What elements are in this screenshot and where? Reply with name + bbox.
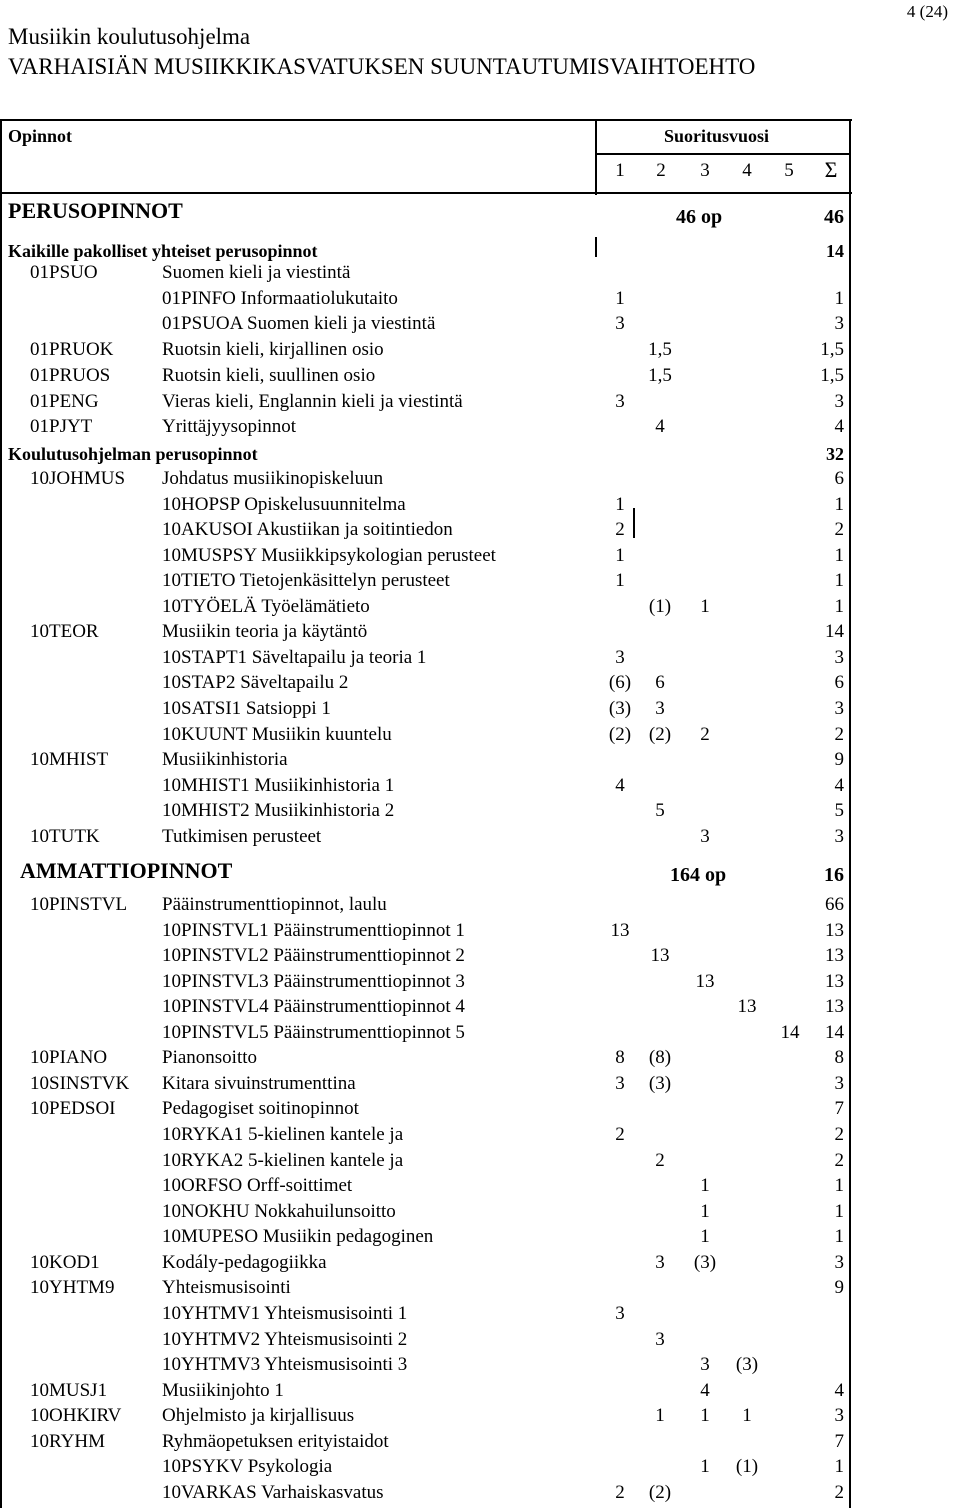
total-credits: 5 — [834, 800, 844, 822]
total-credits: 2 — [834, 1481, 844, 1503]
sub-course-name: 10TYÖELÄ Työelämätieto — [162, 595, 370, 617]
table-row — [0, 414, 960, 439]
total-credits: 7 — [834, 1430, 844, 1452]
course-name: Suomen kieli ja viestintä — [162, 262, 351, 283]
table-row — [0, 1199, 960, 1224]
sub-course-name: 10SATSI1 Satsioppi 1 — [162, 697, 331, 719]
perusopinnot-op: 46 op — [676, 206, 723, 228]
sub-course-name: 10KUUNT Musiikin kuuntelu — [162, 723, 392, 745]
sub-course-name: 01PSUOA Suomen kieli ja viestintä — [162, 313, 436, 335]
table-row — [0, 1020, 960, 1045]
course-name: Pääinstrumenttiopinnot, laulu — [162, 894, 387, 915]
year-3-header: 3 — [700, 160, 710, 181]
course-code: 10KOD1 — [30, 1251, 100, 1273]
year-1-credits: (2) — [608, 723, 632, 745]
sub-course-name: 10PINSTVL3 Pääinstrumenttiopinnot 3 — [162, 970, 465, 992]
course-code: 10YHTM9 — [30, 1277, 115, 1299]
total-credits: 1,5 — [820, 364, 844, 386]
table-row — [0, 773, 960, 798]
year-3-credits: 1 — [700, 1175, 710, 1197]
year-2-credits: 6 — [655, 672, 665, 694]
sub-course-name: 10MUSPSY Musiikkipsykologian perusteet — [162, 544, 496, 566]
year-2-credits: 1,5 — [648, 364, 672, 386]
sub-course-name: 10PINSTVL5 Pääinstrumenttiopinnot 5 — [162, 1021, 465, 1043]
total-credits: 66 — [825, 894, 844, 915]
table-row — [0, 1352, 960, 1377]
table-row — [0, 1122, 960, 1147]
table-row — [0, 696, 960, 721]
perusopinnot-heading: PERUSOPINNOT — [8, 198, 183, 223]
total-credits: 4 — [834, 774, 844, 796]
year-2-header: 2 — [656, 160, 666, 181]
total-credits: 1 — [834, 1226, 844, 1248]
year-2-credits: 3 — [655, 1251, 665, 1273]
table-row — [0, 466, 960, 491]
table-row — [0, 1429, 960, 1454]
course-code: 10TEOR — [30, 621, 99, 643]
year-1-credits: 4 — [615, 774, 625, 796]
course-code: 10RYHM — [30, 1430, 105, 1452]
document-subtitle: VARHAISIÄN MUSIIKKIKASVATUKSEN SUUNTAUTUMISVAIHTOEHTO — [8, 54, 756, 79]
total-credits: 3 — [834, 646, 844, 668]
table-top-border — [0, 119, 852, 121]
year-3-credits: 1 — [700, 595, 710, 617]
year-5-credits: 14 — [780, 1021, 800, 1043]
page-number: 4 (24) — [906, 2, 948, 21]
course-code: 10MUSJ1 — [30, 1379, 108, 1401]
table-row — [0, 1301, 960, 1326]
table-row — [0, 1148, 960, 1173]
year-3-credits: (3) — [693, 1251, 717, 1273]
total-credits: 9 — [834, 1277, 844, 1299]
year-1-credits: 3 — [615, 1072, 625, 1094]
ammattiopinnot-heading: AMMATTIOPINNOT — [20, 858, 233, 883]
course-name: Ruotsin kieli, suullinen osio — [162, 364, 376, 386]
year-3-credits: 2 — [700, 723, 710, 745]
total-credits: 14 — [825, 1021, 844, 1043]
sub-course-name: 10TIETO Tietojenkäsittelyn perusteet — [162, 570, 450, 592]
year-1-credits: 3 — [615, 646, 625, 668]
year-2-credits: 13 — [650, 945, 670, 967]
total-credits: 13 — [825, 996, 844, 1018]
table-row — [0, 543, 960, 568]
total-credits: 1 — [834, 1175, 844, 1197]
year-3-credits: 3 — [700, 825, 710, 847]
table-row — [0, 1378, 960, 1403]
sub-course-name: 10PINSTVL1 Pääinstrumenttiopinnot 1 — [162, 919, 465, 941]
year-2-credits: 2 — [655, 1149, 665, 1171]
year-3-credits: 3 — [700, 1354, 710, 1376]
sub-course-name: 10PINSTVL2 Pääinstrumenttiopinnot 2 — [162, 945, 465, 967]
year-1-credits: 1 — [615, 287, 625, 309]
table-row — [0, 517, 960, 542]
course-code: 01PRUOS — [30, 364, 111, 386]
sub-course-name: 10MHIST1 Musiikinhistoria 1 — [162, 774, 395, 796]
document-title: Musiikin koulutusohjelma — [8, 24, 251, 49]
table-row — [0, 1224, 960, 1249]
course-name: Vieras kieli, Englannin kieli ja viestintä — [162, 390, 463, 412]
sum-header: Σ — [824, 157, 838, 182]
sub-course-name: 10AKUSOI Akustiikan ja soitintiedon — [162, 519, 453, 541]
sub-course-name: 10PINSTVL4 Pääinstrumenttiopinnot 4 — [162, 996, 465, 1018]
table-row — [0, 594, 960, 619]
total-credits: 1 — [834, 595, 844, 617]
course-name: Tutkimisen perusteet — [162, 825, 322, 847]
total-credits: 13 — [825, 919, 844, 941]
year-3-credits: 1 — [700, 1200, 710, 1222]
ammattiopinnot-op: 164 op — [670, 864, 727, 886]
year-1-credits: 8 — [615, 1047, 625, 1069]
course-name: Musiikin teoria ja käytäntö — [162, 621, 368, 643]
total-credits: 1 — [834, 544, 844, 566]
total-credits: 1 — [834, 493, 844, 515]
total-credits: 2 — [834, 1149, 844, 1171]
sub-course-name: 01PINFO Informaatiolukutaito — [162, 287, 398, 309]
year-2-credits: 5 — [655, 800, 665, 822]
year-1-credits: 1 — [615, 493, 625, 515]
year-4-credits: (3) — [735, 1354, 759, 1376]
year-1-credits: 1 — [615, 570, 625, 592]
year-1-credits: 3 — [615, 1302, 625, 1324]
year-1-credits: 3 — [615, 390, 625, 412]
year-1-credits: (3) — [608, 697, 632, 719]
year-3-credits: 1 — [700, 1456, 710, 1478]
sub-course-name: 10STAPT1 Säveltapailu ja teoria 1 — [162, 646, 427, 668]
year-1-header: 1 — [615, 160, 625, 181]
total-credits: 1,5 — [820, 339, 844, 361]
koulutusohjelman-heading: Koulutusohjelman perusopinnot — [8, 444, 258, 464]
year-1-credits: 13 — [610, 919, 630, 941]
total-credits: 1 — [834, 570, 844, 592]
table-row — [0, 286, 960, 311]
total-credits: 3 — [834, 390, 844, 412]
total-credits: 6 — [834, 468, 844, 489]
course-name: Musiikinjohto 1 — [162, 1379, 284, 1401]
table-row — [0, 1173, 960, 1198]
table-row — [0, 824, 960, 849]
course-code: 10PIANO — [30, 1047, 108, 1069]
year-3-credits: 1 — [700, 1405, 710, 1427]
grid-line — [595, 237, 597, 257]
course-name: Pedagogiset soitinopinnot — [162, 1098, 359, 1120]
table-row — [0, 568, 960, 593]
total-credits: 7 — [834, 1098, 844, 1120]
header-bottom-rule — [0, 192, 852, 194]
perusopinnot-total: 46 — [824, 206, 844, 228]
course-code: 10PEDSOI — [30, 1098, 116, 1120]
table-row — [0, 918, 960, 943]
year-1-credits: 2 — [615, 519, 625, 541]
year-4-credits: (1) — [735, 1456, 759, 1478]
sub-course-name: 10NOKHU Nokkahuilunsoitto — [162, 1200, 396, 1222]
sub-course-name: 10MUPESO Musiikin pedagoginen — [162, 1226, 434, 1248]
course-code: 10OHKIRV — [30, 1405, 122, 1427]
table-row — [0, 722, 960, 747]
year-1-credits: (6) — [608, 672, 632, 694]
course-name: Yhteismusisointi — [162, 1277, 291, 1299]
year-2-credits: 1,5 — [648, 339, 672, 361]
year-2-credits: 3 — [655, 1328, 665, 1350]
table-row — [0, 798, 960, 823]
suoritusvuosi-header: Suoritusvuosi — [664, 126, 770, 146]
total-credits: 2 — [834, 1124, 844, 1146]
year-1-credits: 2 — [615, 1124, 625, 1146]
course-name: Johdatus musiikinopiskeluun — [162, 468, 384, 489]
sub-course-name: 10HOPSP Opiskelusuunnitelma — [162, 493, 406, 515]
ammattiopinnot-total: 16 — [824, 864, 844, 886]
sub-course-name: 10MHIST2 Musiikinhistoria 2 — [162, 800, 395, 822]
table-row — [0, 1275, 960, 1300]
table-row — [0, 260, 960, 285]
year-2-credits: (8) — [648, 1047, 672, 1069]
sub-course-name: 10VARKAS Varhaiskasvatus — [162, 1481, 384, 1503]
table-row — [0, 1096, 960, 1121]
year-2-credits: 3 — [655, 697, 665, 719]
course-code: 01PSUO — [30, 262, 98, 283]
table-row — [0, 619, 960, 644]
year-2-credits: 4 — [655, 416, 665, 438]
table-row — [0, 337, 960, 362]
year-header-divider — [595, 153, 851, 155]
course-code: 01PENG — [30, 390, 99, 412]
sub-course-name: 10RYKA1 5-kielinen kantele ja — [162, 1124, 404, 1146]
koulutusohjelman-total: 32 — [826, 444, 844, 464]
opinnot-header: Opinnot — [8, 126, 73, 146]
table-row — [0, 311, 960, 336]
total-credits: 9 — [834, 749, 844, 771]
course-name: Ohjelmisto ja kirjallisuus — [162, 1405, 355, 1427]
year-4-header: 4 — [742, 160, 752, 181]
table-row — [0, 1454, 960, 1479]
sub-course-name: 10YHTMV1 Yhteismusisointi 1 — [162, 1302, 408, 1324]
table-row — [0, 1071, 960, 1096]
year-3-credits: 1 — [700, 1226, 710, 1248]
course-name: Ryhmäopetuksen erityistaidot — [162, 1430, 389, 1452]
sub-course-name: 10YHTMV2 Yhteismusisointi 2 — [162, 1328, 408, 1350]
table-row — [0, 492, 960, 517]
year-3-credits: 13 — [695, 970, 715, 992]
total-credits: 1 — [834, 1456, 844, 1478]
pakolliset-total: 14 — [826, 241, 844, 261]
year-2-credits: (3) — [648, 1072, 672, 1094]
total-credits: 13 — [825, 945, 844, 967]
year-1-credits: 3 — [615, 313, 625, 335]
year-2-credits: 1 — [655, 1405, 665, 1427]
total-credits: 6 — [834, 672, 844, 694]
table-row — [0, 645, 960, 670]
course-code: 10JOHMUS — [30, 468, 126, 489]
course-name: Kitara sivuinstrumenttina — [162, 1072, 356, 1094]
year-2-credits: (2) — [648, 1481, 672, 1503]
table-row — [0, 1250, 960, 1275]
table-row — [0, 747, 960, 772]
total-credits: 3 — [834, 1251, 844, 1273]
total-credits: 4 — [834, 1379, 844, 1401]
year-2-credits: (2) — [648, 723, 672, 745]
total-credits: 3 — [834, 1405, 844, 1427]
table-row — [0, 1327, 960, 1352]
course-code: 10TUTK — [30, 825, 100, 847]
total-credits: 2 — [834, 723, 844, 745]
total-credits: 14 — [825, 621, 844, 643]
year-1-credits: 1 — [615, 544, 625, 566]
pakolliset-heading: Kaikille pakolliset yhteiset perusopinnot — [8, 241, 318, 261]
year-4-credits: 13 — [737, 996, 757, 1018]
total-credits: 2 — [834, 519, 844, 541]
total-credits: 3 — [834, 825, 844, 847]
sub-course-name: 10RYKA2 5-kielinen kantele ja — [162, 1149, 404, 1171]
course-name: Yrittäjyysopinnot — [162, 416, 297, 438]
sub-course-name: 10ORFSO Orff-soittimet — [162, 1175, 353, 1197]
year-1-credits: 2 — [615, 1481, 625, 1503]
total-credits: 4 — [834, 416, 844, 438]
course-code: 01PJYT — [30, 416, 93, 438]
year-2-credits: (1) — [648, 595, 672, 617]
total-credits: 1 — [834, 287, 844, 309]
course-code: 10SINSTVK — [30, 1072, 130, 1094]
total-credits: 3 — [834, 697, 844, 719]
table-row — [0, 969, 960, 994]
total-credits: 3 — [834, 1072, 844, 1094]
total-credits: 1 — [834, 1200, 844, 1222]
course-code: 01PRUOK — [30, 339, 114, 361]
course-code: 10MHIST — [30, 749, 109, 771]
table-row — [0, 994, 960, 1019]
sub-course-name: 10YHTMV3 Yhteismusisointi 3 — [162, 1354, 408, 1376]
total-credits: 8 — [834, 1047, 844, 1069]
table-row — [0, 389, 960, 414]
total-credits: 13 — [825, 970, 844, 992]
table-row — [0, 1403, 960, 1428]
course-name: Kodály-pedagogiikka — [162, 1251, 327, 1273]
table-row — [0, 943, 960, 968]
table-row — [0, 363, 960, 388]
sub-course-name: 10PSYKV Psykologia — [162, 1456, 333, 1478]
table-row — [0, 892, 960, 917]
course-name: Musiikinhistoria — [162, 749, 288, 771]
year-5-header: 5 — [784, 160, 794, 181]
total-credits: 3 — [834, 313, 844, 335]
course-name: Ruotsin kieli, kirjallinen osio — [162, 339, 384, 361]
table-row — [0, 670, 960, 695]
year-4-credits: 1 — [742, 1405, 752, 1427]
year-column-divider — [595, 119, 597, 195]
sub-course-name: 10STAP2 Säveltapailu 2 — [162, 672, 349, 694]
course-code: 10PINSTVL — [30, 894, 128, 915]
table-row — [0, 1045, 960, 1070]
course-name: Pianonsoitto — [162, 1047, 258, 1069]
table-row — [0, 1480, 960, 1505]
year-3-credits: 4 — [700, 1379, 710, 1401]
